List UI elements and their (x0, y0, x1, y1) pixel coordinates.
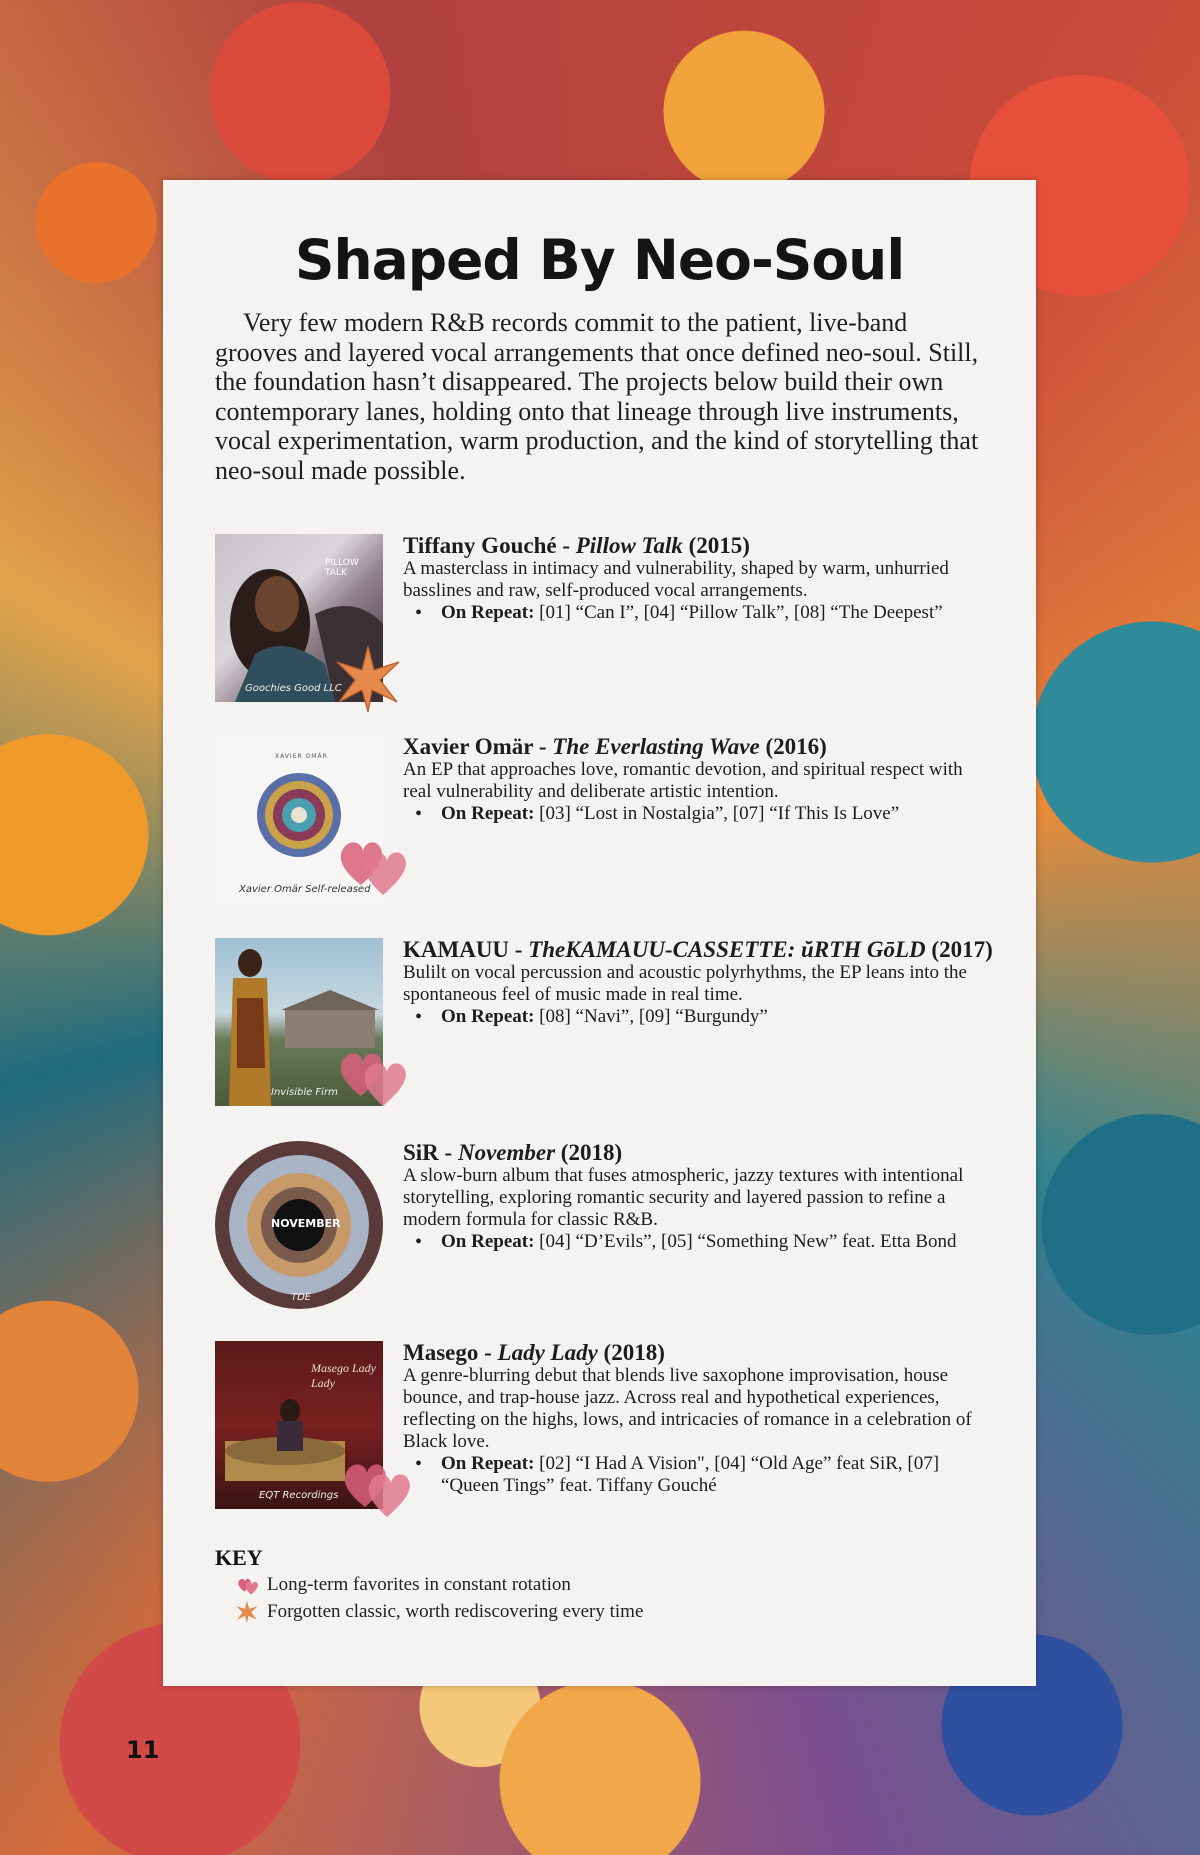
on-repeat-item (403, 1453, 993, 1497)
intro-paragraph: Very few modern R&B records commit to the patient, live-band grooves and layered vocal arrangements that once defined neo-soul. Still, the foundation hasn’t disappeared. The projects below build their own contemporary lanes, holding onto that lineage through live instruments, vocal experimentation, warm production, and the kind of storytelling that neo-soul made possible. (215, 308, 979, 485)
on-repeat-label: On Repeat: (441, 1231, 535, 1252)
artist-name: Masego - (403, 1340, 498, 1365)
album-info (403, 735, 993, 825)
cover-title-text: NOVEMBER (271, 1217, 341, 1230)
album-year: (2016) (759, 734, 827, 759)
cover-label: Invisible Firm (271, 1087, 338, 1098)
on-repeat-tracks: [03] “Lost in Nostalgia”, [07] “If This Is Love” (534, 803, 900, 824)
cover-title-text: XAVIER OMÄR (275, 753, 328, 760)
page-number: 11 (126, 1736, 160, 1764)
on-repeat-item (403, 803, 993, 825)
album-heading (403, 938, 993, 962)
on-repeat-label: On Repeat: (441, 602, 535, 623)
album-description: Bulilt on vocal percussion and acoustic polyrhythms, the EP leans into the spontaneous feel of music made in real time. (403, 962, 967, 1005)
artist-name: Tiffany Gouché - (403, 533, 576, 558)
star-icon (235, 1600, 259, 1624)
album-name: The Everlasting Wave (552, 734, 760, 759)
key-row-star (215, 1598, 815, 1625)
album-name: TheKAMAUU-CASSETTE: ŭRTH GōLD (528, 937, 926, 962)
album-name: Lady Lady (497, 1340, 598, 1365)
key-row-hearts (215, 1571, 815, 1598)
album-heading (403, 1341, 993, 1365)
album-heading (403, 534, 993, 558)
album-year: (2017) (925, 937, 993, 962)
hearts-key-label: Long-term favorites in constant rotation (267, 1574, 571, 1595)
album-year: (2015) (682, 533, 750, 558)
album-info (403, 938, 993, 1028)
album-entry (215, 735, 995, 935)
page-title: Shaped By Neo-Soul (294, 228, 905, 292)
on-repeat-item (403, 1006, 993, 1028)
on-repeat-tracks: [08] “Navi”, [09] “Burgundy” (534, 1006, 768, 1027)
hearts-marker-icon (333, 1034, 413, 1114)
album-entry (215, 1141, 995, 1341)
star-key-label: Forgotten classic, worth rediscovering every time (267, 1601, 644, 1622)
on-repeat-label: On Repeat: (441, 1453, 535, 1474)
hearts-icon (235, 1573, 261, 1597)
album-description: An EP that approaches love, romantic devotion, and spiritual respect with real vulnerability and deliberate artistic intention. (403, 759, 963, 802)
album-description: A masterclass in intimacy and vulnerability, shaped by warm, unhurried basslines and raw, self-produced vocal arrangements. (403, 558, 949, 601)
on-repeat-tracks: [04] “D’Evils”, [05] “Something New” feat. Etta Bond (534, 1231, 957, 1252)
album-name: Pillow Talk (575, 533, 683, 558)
cover-label: EQT Recordings (259, 1490, 339, 1501)
album-info (403, 1141, 993, 1253)
on-repeat-item (403, 1231, 993, 1253)
album-entry (215, 534, 995, 734)
album-name: November (457, 1140, 556, 1165)
hearts-marker-icon (333, 823, 413, 903)
cover-title-text: PILLOW TALK (325, 558, 359, 578)
album-info (403, 534, 993, 624)
album-cover (215, 1141, 383, 1309)
album-description: A genre-blurring debut that blends live saxophone improvisation, house bounce, and trap-house jazz. Across real and hypothetical experiences, reflecting on the highs, lows, and intricacies of romance in a celebration of Black love. (403, 1365, 972, 1452)
album-year: (2018) (597, 1340, 665, 1365)
album-heading (403, 1141, 993, 1165)
on-repeat-tracks: [02] “I Had A Vision", [04] “Old Age” feat SiR, [07] “Queen Tings” feat. Tiffany Gouché (441, 1453, 940, 1496)
artist-name: Xavier Omär - (403, 734, 553, 759)
cover-label: Goochies Good LLC (245, 683, 342, 694)
cover-label: TDE (291, 1292, 312, 1303)
on-repeat-tracks: [01] “Can I”, [04] “Pillow Talk”, [08] “The Deepest” (534, 602, 943, 623)
album-entry (215, 938, 995, 1138)
album-heading (403, 735, 993, 759)
album-entry (215, 1341, 995, 1541)
on-repeat-label: On Repeat: (441, 803, 535, 824)
album-description: A slow-burn album that fuses atmospheric, jazzy textures with intentional storytelling, exploring romantic security and layered passion to refine a modern formula for classic R&B. (403, 1165, 964, 1230)
on-repeat-item (403, 602, 993, 624)
artist-name: KAMAUU - (403, 937, 529, 962)
album-info (403, 1341, 993, 1497)
star-marker-icon (333, 644, 403, 714)
artist-name: SiR - (403, 1140, 458, 1165)
album-year: (2018) (555, 1140, 623, 1165)
key-title: KEY (215, 1545, 263, 1570)
cover-title-text: Masego Lady Lady (311, 1361, 376, 1390)
key-legend (215, 1545, 815, 1625)
on-repeat-label: On Repeat: (441, 1006, 535, 1027)
cover-label: Xavier Omär Self-released (239, 884, 371, 895)
page-panel (163, 180, 1036, 1686)
